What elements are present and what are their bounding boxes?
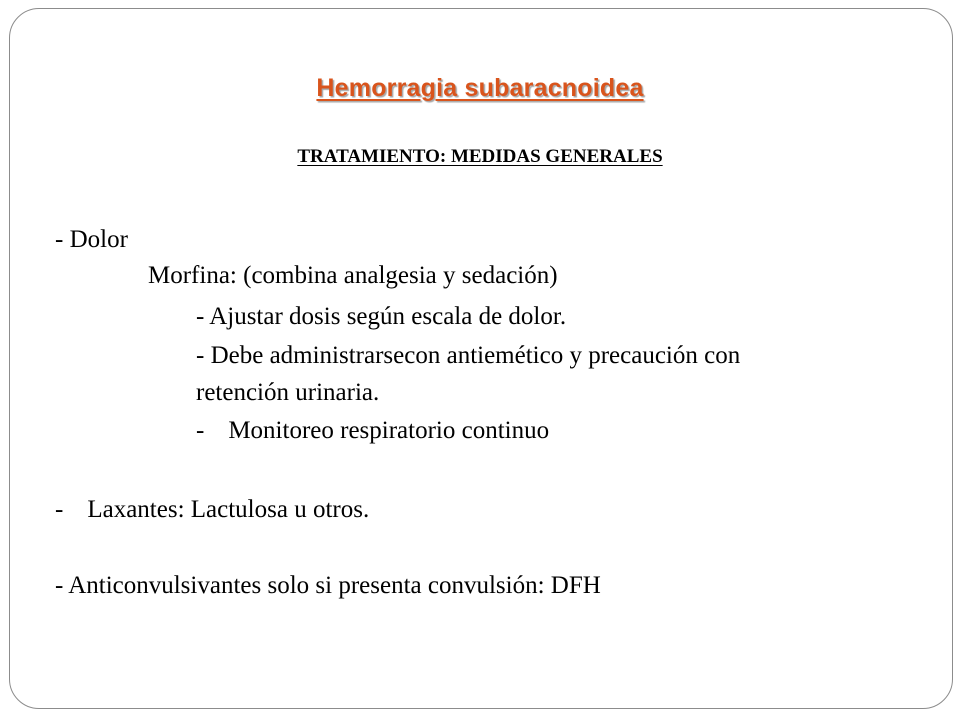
slide-title: Hemorragia subaracnoidea [316, 74, 644, 102]
sub-bullet-monitoreo [196, 418, 549, 443]
line-morfina: Morfina: (combina analgesia y sedación) [148, 262, 558, 289]
bullet-anticonvulsivantes: - Anticonvulsivantes solo si presenta convulsión: DFH [55, 572, 601, 599]
slide-subtitle: TRATAMIENTO: MEDIDAS GENERALES [297, 146, 663, 167]
bullet-dash: - [55, 496, 64, 523]
bullet-text: Laxantes: Lactulosa u otros. [87, 496, 370, 523]
sub-bullet-antiemetico-cont: retención urinaria. [196, 379, 380, 406]
sub-bullet-antiemetico: - Debe administrarsecon antiemético y precaución con [196, 342, 741, 369]
bullet-dolor: - Dolor [55, 226, 128, 253]
bullet-dash: - [196, 417, 205, 444]
bullet-text: Monitoreo respiratorio continuo [228, 417, 550, 444]
sub-bullet-ajustar-dosis: - Ajustar dosis según escala de dolor. [196, 303, 567, 330]
bullet-laxantes [55, 497, 369, 522]
